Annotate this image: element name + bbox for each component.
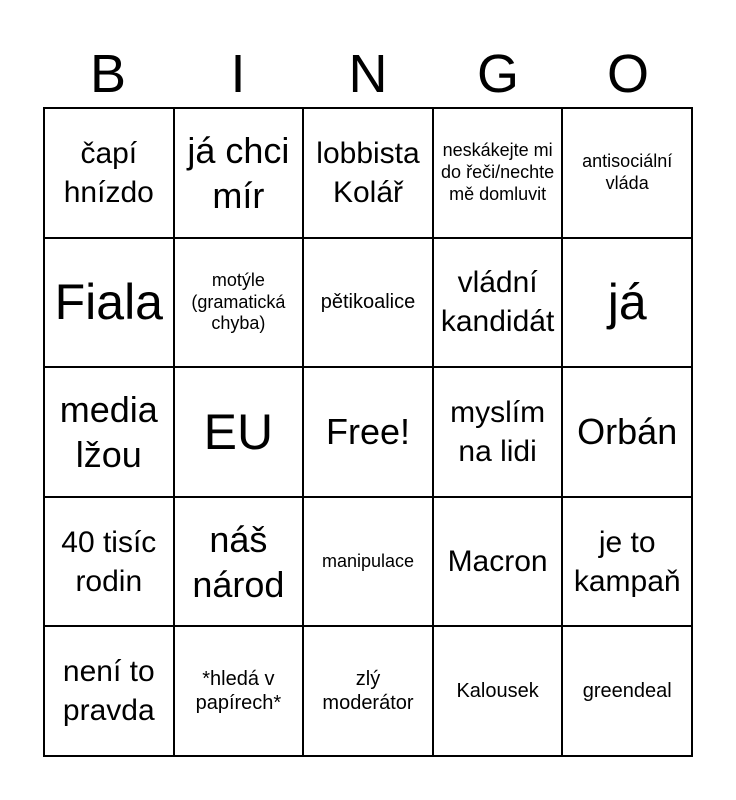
bingo-cell[interactable]: motýle (gramatická chyba) — [174, 238, 304, 368]
bingo-cell[interactable]: já — [562, 238, 692, 368]
header-letter-i: I — [230, 44, 246, 104]
header-letter-n: N — [348, 44, 388, 104]
bingo-cell[interactable]: 40 tisíc rodin — [44, 497, 174, 627]
bingo-cell[interactable]: Fiala — [44, 238, 174, 368]
bingo-cell[interactable]: náš národ — [174, 497, 304, 627]
bingo-cell[interactable]: greendeal — [562, 626, 692, 756]
bingo-cell[interactable]: *hledá v papírech* — [174, 626, 304, 756]
bingo-cell[interactable]: je to kampaň — [562, 497, 692, 627]
bingo-cell[interactable]: zlý moderátor — [303, 626, 433, 756]
bingo-cell[interactable]: antisociální vláda — [562, 108, 692, 238]
header-letter-g: G — [476, 44, 519, 104]
bingo-cell[interactable]: Kalousek — [433, 626, 563, 756]
bingo-cell[interactable]: není to pravda — [44, 626, 174, 756]
bingo-cell[interactable]: Macron — [433, 497, 563, 627]
bingo-cell[interactable]: media lžou — [44, 367, 174, 497]
bingo-cell[interactable]: Orbán — [562, 367, 692, 497]
bingo-header — [43, 40, 693, 108]
bingo-cell[interactable]: neskákejte mi do řeči/nechte mě domluvit — [433, 108, 563, 238]
bingo-cell[interactable]: pětikoalice — [303, 238, 433, 368]
bingo-cell[interactable]: EU — [174, 367, 304, 497]
bingo-cell[interactable]: čapí hnízdo — [44, 108, 174, 238]
bingo-cell[interactable]: vládní kandidát — [433, 238, 563, 368]
bingo-cell[interactable]: myslím na lidi — [433, 367, 563, 497]
header-letter-o: O — [606, 44, 649, 104]
header-letter-b: B — [89, 44, 127, 104]
free-cell[interactable]: Free! — [303, 367, 433, 497]
bingo-cell[interactable]: lobbista Kolář — [303, 108, 433, 238]
bingo-cell[interactable]: manipulace — [303, 497, 433, 627]
bingo-board — [43, 107, 693, 757]
bingo-cell[interactable]: já chci mír — [174, 108, 304, 238]
